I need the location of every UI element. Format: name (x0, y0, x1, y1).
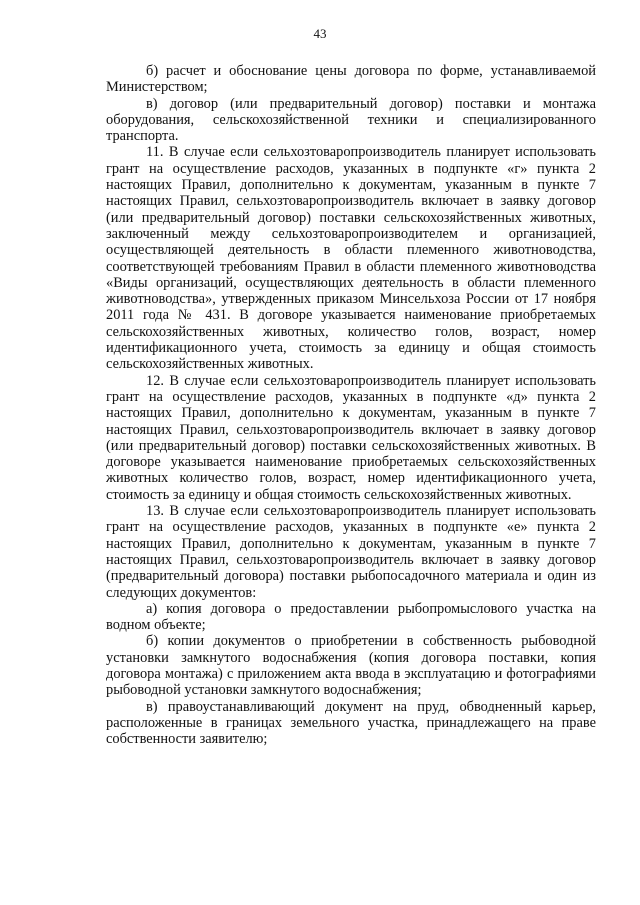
paragraph-a-fishing-area-contract: а) копия договора о предоставлении рыбопромыслового участка на водном объекте; (106, 600, 596, 634)
paragraph-b-price-justification: б) расчет и обоснование цены договора по форме, устанавливаемой Министерством; (106, 63, 596, 96)
paragraph-11-breeding-animals: 11. В случае если сельхозтоваропроизводитель планирует использовать грант на осуществление расходов, указанных в подпункте «г» пункта 2 настоящих Правил, дополнительно к документам, указанным в пункте 7 настоящих Правил, сельхозтоваропроизводитель включает в заявку договор (или предварительный договор) поставки сельскохозяйственных животных, заключенный между сельхозтоваропроизводителем и организацией, осуществляющей деятельность в области племенного животноводства, соответствующей требованиям Правил в области племенного животноводства «Виды организаций, осуществляющих деятельность в области племенного животноводства», утвержденных приказом Минсельхоза России от 17 ноября 2011 года № 431. В договоре указывается наименование приобретаемых сельскохозяйственных животных, количество голов, возраст, номер идентификационного учета, стоимость за единицу и общая стоимость сельскохозяйственных животных. (106, 144, 596, 373)
page-number: 43 (313, 26, 327, 41)
paragraph-v-equipment-contract: в) договор (или предварительный договор) поставки и монтажа оборудования, сельскохозяйственной техники и специализированного транспорта. (106, 95, 596, 145)
paragraph-v-pond-title-document: в) правоустанавливающий документ на пруд, обводненный карьер, расположенные в границах земельного участка, принадлежащего на праве собственности заявителю; (106, 698, 596, 748)
document-body (106, 63, 596, 747)
paragraph-12-farm-animals: 12. В случае если сельхозтоваропроизводитель планирует использовать грант на осуществление расходов, указанных в подпункте «д» пункта 2 настоящих Правил, дополнительно к документам, указанным в пункте 7 настоящих Правил, сельхозтоваропроизводитель включает в заявку договор (или предварительный договор) поставки сельскохозяйственных животных. В договоре указывается наименование приобретаемых сельскохозяйственных животных количество голов, возраст, номер идентификационного учета, стоимость за единицу и общая стоимость сельскохозяйственных животных. (106, 372, 596, 503)
paragraph-13-fish-stock: 13. В случае если сельхозтоваропроизводитель планирует использовать грант на осуществление расходов, указанных в подпункте «е» пункта 2 настоящих Правил, дополнительно к документам, указанным в пункте 7 настоящих Правил, сельхозтоваропроизводитель включает в заявку договор (предварительный договора) поставки рыбопосадочного материала и один из следующих документов: (106, 503, 596, 601)
paragraph-b-recirculating-system: б) копии документов о приобретении в собственность рыбоводной установки замкнутого водоснабжения (копия договора поставки, копия договора монтажа) с приложением акта ввода в эксплуатацию и фотографиями рыбоводной установки замкнутого водоснабжения; (106, 633, 596, 699)
